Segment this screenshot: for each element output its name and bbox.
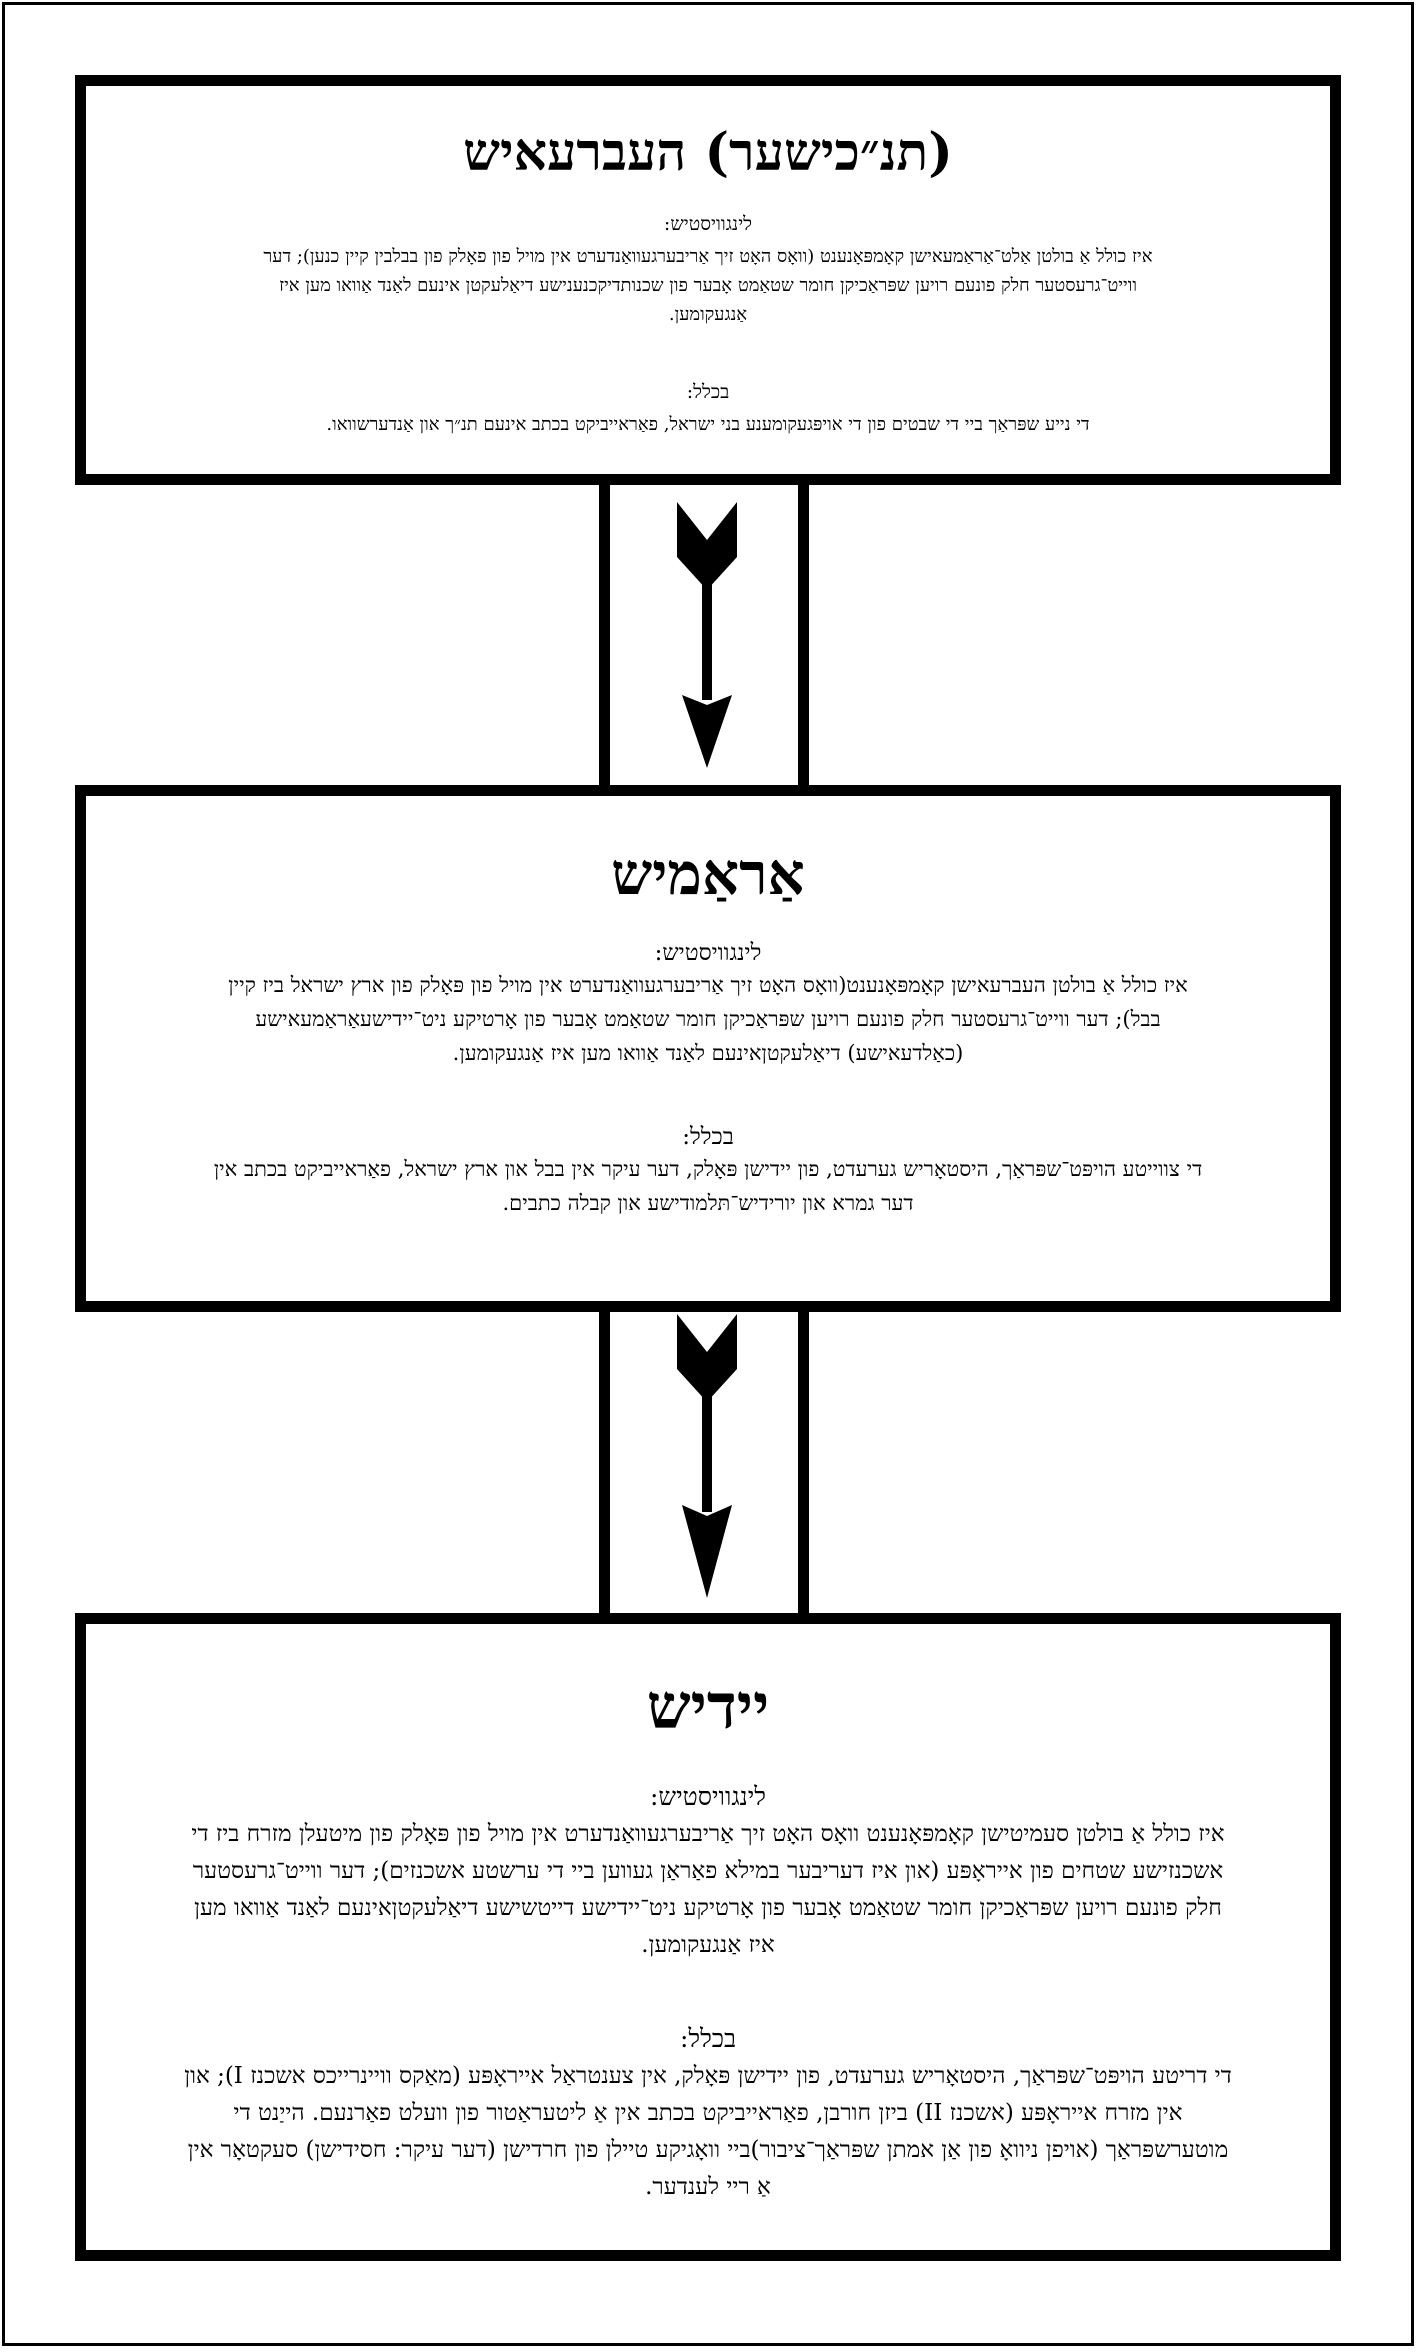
- linguistic-label: לינגוויסטיש:: [663, 213, 753, 235]
- linguistic-label: לינגוויסטיש:: [650, 1782, 766, 1811]
- linguistic-text: איז כולל אַ בולטן אַלט־אַראַמעאישן קאָמפּאָנענט (וואָס האָט זיך אַריבערגעוואַנדערט אין מויל פון פאָלק פון בבלבין קיין כנען); דער ווייט־גרעסטער חלק פונעם רויען שפּראַכיקן חומר שטאַמט אָבער פון שכנותדיקכנענישע דיאַלעקטן אינעם לאַנד אַוואו מען איז אַנגעקומען.: [263, 246, 1153, 325]
- general-label: בכלל:: [682, 1124, 734, 1150]
- general-text: די צווייטע הויפּט־שפּראַך, היסטאָריש גערעדט, פון יידישן פּאָלק, דער עיקר אין בבל און ארץ ישראל, פאַראייביקט בכתב אין דער גמרא און יורידיש־תּלמודישע און קבלה כתבים.: [213, 1157, 1203, 1215]
- linguistic-label: לינגוויסטיש:: [654, 940, 762, 966]
- general-label: בכלל:: [686, 381, 730, 403]
- box-title: יידיש: [646, 1670, 770, 1743]
- general-text: די דריטע הויפּט־שפּראַך, היסטאָריש גערעדט, פון יידישן פּאָלק, אין צענטראַל אייראָפּע (מאַקס וויינרייכס אשכנז I); און אין מזרח אייראָפּע (אשכנז II) ביזן חורבן, פאַראייביקט בכתב אין אַ ליטעראַטור פון וועלט פאַרנעם. הייַנט די מוטערשפּראַך (אויפן ניוואָ פון אַן אמתן שפּראַך־ציבור)ביי וואָגיקע טיילן פון חרדישן (דער עיקר: חסידישן) סעקטאָר אין אַ ריי לענדער.: [184, 2063, 1232, 2200]
- down-arrow-icon: [677, 1314, 737, 1598]
- down-arrow-icon: [677, 502, 737, 768]
- box-title: (תנ״כישער) העברעאיש: [463, 122, 953, 183]
- general-label: בכלל:: [679, 2024, 737, 2053]
- linguistic-text: איז כולל אַ בולטן סעמיטישן קאָמפּאָנענט וואָס האָט זיך אַריבערגעוואַנדערט אין מויל פון פּאָלק פון מיטעלן מזרח ביז די אשכנזישע שטחים פון אייראָפּע (און איז דעריבער במילא פאַראַן געווען ביי די ערשטע אשכנזים); דער ווייט־גרעסטער חלק פונעם רויען שפּראַכיקן חומר שטאַמט אָבער פון אָרטיקע ניט־יידישע דייטשישע דיאַלעקטןאינעם לאַנד אַוואו מען איז אַנגעקומען.: [191, 1821, 1225, 1958]
- linguistic-text: איז כולל אַ בולטן העברעאישן קאָמפּאָנענט(וואָס האָט זיך אַריבערגעוואַנדערט אין מויל פון פּאָלק פון ארץ ישראל ביז קיין בבל); דער ווייט־גרעסטער חלק פונעם רויען שפּראַכיקן חומר שטאַמט אָבער פון אָרטיקע ניט־יידישעאַראַמעאישע (כאַלדעאישע) דיאַלעקטןאינעם לאַנד אַוואו מען איז אַנגעקומען.: [228, 973, 1188, 1065]
- box-title: אַראַמיש: [611, 840, 805, 908]
- general-text: די נייע שפּראַך ביי די שבטים פון די אויפּגעקומענע בני ישראל, פאַראייביקט בכתב אינעם תנ״ך און אַנדערשוואו.: [326, 414, 1090, 435]
